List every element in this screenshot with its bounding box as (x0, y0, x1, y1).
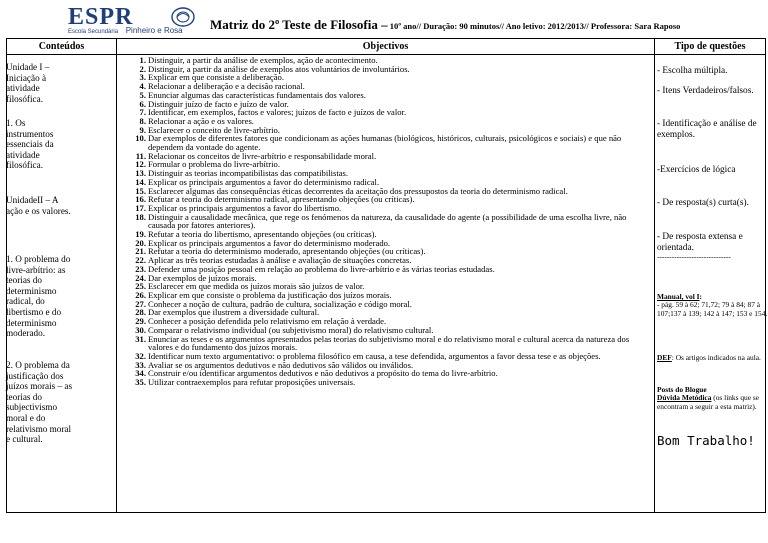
objectivo-number: 13. (135, 168, 146, 179)
tipo-item: - Itens Verdadeiros/falsos. (657, 86, 754, 96)
objectivo-text: Distinguir a causalidade mecânica, que rege os fenómenos da natureza, da causalidade do agente (a possibilidade de uma escolha livre, não causada por fatores anteriores). (148, 211, 627, 231)
conteudo-text: 1. O problema do livre-arbítrio: as teorias do determinismo radical, do libertismo e do determinismo moderado. (6, 254, 71, 339)
conteudo-text: 1. Os instrumentos essenciais da atividade filosófica. (6, 118, 54, 171)
blog-reference (657, 386, 768, 411)
document-header (60, 6, 760, 36)
objectivo-number: 17. (135, 202, 146, 213)
objectivo-number: 22. (135, 255, 146, 266)
objectivo-text: Distinguir, a partir da análise de exemplos, ação de acontecimento. (148, 55, 378, 65)
objectivo-number: 31. (135, 333, 146, 344)
title-main: Matriz do 2º Teste de Filosofia – (210, 17, 388, 32)
objectivo-number: 8. (139, 115, 146, 126)
column-divider (654, 39, 655, 512)
objectivo-text: Formular o problema do livre-arbítrio. (148, 159, 280, 170)
objectivo-number: 19. (135, 229, 146, 240)
logo-brand-text: Pinheiro e Rosa (125, 26, 183, 35)
objectivo-number: 33. (135, 359, 146, 370)
objectivo-text: Conhecer a noção de cultura, padrão de cultura, socialização e código moral. (148, 298, 412, 309)
conteudo-livre-arbitrio (6, 254, 74, 339)
objectivo-number: 23. (135, 263, 146, 274)
def-reference (657, 354, 768, 362)
objectivo-text: Distinguir as teorias incompatibilistas das compatibilistas. (148, 168, 349, 179)
objectivo-text: Dar exemplos que ilustrem a diversidade cultural. (148, 307, 320, 318)
objectivo-number: 1. (139, 55, 146, 65)
objectivo-number: 25. (135, 281, 146, 292)
objectivo-number: 10. (135, 133, 146, 144)
logo-emblem-icon (170, 6, 196, 28)
tipo-separator: ------------------------------ (657, 253, 731, 261)
conteudo-text: 2. O problema da justificação dos juízos morais – as teorias do subjectivismo moral e do relativismo moral e cultural. (6, 360, 73, 445)
objectivo-item (137, 134, 647, 151)
objectivo-text: Enunciar as teses e os argumentos apresentados pelas teorias do subjetivismo moral e do relativismo moral e cultural acerca da natureza dos valores e do fundamento dos juízos morais. (148, 333, 630, 353)
objectivo-text: Explicar os principais argumentos a favor do determinismo radical. (148, 176, 380, 187)
objectivo-number: 18. (135, 211, 146, 222)
blog-label-2: Dúvida Metódica (657, 393, 712, 403)
objectivo-text: Refutar a teoria do determinismo moderado, apresentando objeções (ou críticas). (148, 246, 426, 257)
objectivo-number: 26. (135, 289, 146, 300)
objectivo-text: Dar exemplos de juízos morais. (148, 272, 257, 283)
objectivo-number: 11. (135, 150, 146, 161)
objectivo-text: Construir e/ou identificar argumentos dedutivos e não dedutivos a propósito do tema do livre-arbítrio. (148, 368, 498, 379)
objectivo-text: Defender uma posição pessoal em relação ao problema do livre-arbítrio e às várias teorias estudadas. (148, 263, 495, 274)
objectivo-text: Identificar num texto argumentativo: o problema filosófico em causa, a tese defendida, argumentos a favor dessa tese e as objeções. (148, 350, 601, 361)
objectivo-text: Relacionar os conceitos de livre-arbítrio e responsabilidade moral. (148, 150, 377, 161)
manual-reference (657, 293, 768, 318)
objectivo-text: Refutar a teoria do libertismo, apresentando objeções (ou críticas). (148, 229, 377, 240)
objectivo-number: 2. (139, 63, 146, 74)
objectivo-text: Esclarecer algumas das consequências éticas decorrentes da aceitação dos pressupostos da teoria do determinismo radical. (148, 185, 568, 196)
objectivo-text: Relacionar a ação e os valores. (148, 115, 254, 126)
objectivo-item (137, 335, 647, 352)
objectivo-number: 34. (135, 368, 146, 379)
objectivo-item (137, 378, 647, 387)
objectivo-text: Explicar em que consiste o problema da justificação dos juízos morais. (148, 289, 392, 300)
school-logo (68, 6, 208, 34)
objectivo-text: Esclarecer em que medida os juízos morais são juízos de valor. (148, 281, 365, 292)
objectivo-number: 14. (135, 176, 146, 187)
column-header-conteudos: Conteúdos (38, 41, 85, 52)
objectivo-number: 7. (139, 107, 146, 118)
objectivo-number: 21. (135, 246, 146, 257)
tipo-item: - De resposta(s) curta(s). (657, 198, 749, 208)
objectivo-number: 27. (135, 298, 146, 309)
blog-text: (os links que se encontram a seguir a esta matriz). (657, 393, 760, 411)
objectivo-number: 35. (135, 377, 146, 388)
column-header-tipo: Tipo de questões (674, 41, 746, 52)
manual-colon: : (699, 292, 702, 301)
manual-pages: - pág. 59 à 62; 71,72; 79 à 84; 87 à 107;137 à 139; 142 à 147; 153 e 154. (657, 300, 768, 318)
objectivo-item (137, 213, 647, 230)
objectivo-text: Distinguir juízo de facto e juízo de valor. (148, 98, 289, 109)
objectivo-number: 28. (135, 307, 146, 318)
objectivo-text: Utilizar contraexemplos para refutar proposições universais. (148, 377, 356, 388)
objectivo-text: Refutar a teoria do determinismo radical, apresentando objeções (ou críticas). (148, 194, 415, 205)
objectivo-text: Explicar os principais argumentos a favor do determinismo moderado. (148, 237, 391, 248)
objectivo-number: 32. (135, 350, 146, 361)
objectivo-number: 30. (135, 324, 146, 335)
objectivo-number: 29. (135, 316, 146, 327)
tipo-item: - Identificação e análise de exemplos. (657, 119, 757, 140)
objectivo-number: 20. (135, 237, 146, 248)
objectivo-text: Conhecer a posição defendida pelo relativismo em relação à verdade. (148, 316, 387, 327)
tipo-item: - Escolha múltipla. (657, 66, 728, 76)
objectivo-text: Dar exemplos de diferentes fatores que condicionam as ações humanas (biológicos, históricos, culturais, psicológicos e sociais) e que não dependem da vontade do agente. (148, 133, 622, 153)
objectivos-list (137, 56, 647, 387)
def-text: : Os artigos indicados na aula. (671, 353, 761, 362)
objectivo-text: Esclarecer o conceito de livre-arbítrio. (148, 124, 280, 135)
blog-label-1: Posts do Blogue (657, 385, 707, 394)
tipo-item: - De resposta extensa e orientada. (657, 232, 743, 253)
objectivo-text: Distinguir, a partir da análise de exemplos atos voluntários de involuntários. (148, 63, 410, 74)
objectivo-text: Explicar em que consiste a deliberação. (148, 72, 285, 83)
objectivo-number: 12. (135, 159, 146, 170)
objectivo-text: Explicar os principais argumentos a favor do libertismo. (148, 202, 342, 213)
objectivo-number: 24. (135, 272, 146, 283)
conteudo-text: Unidade I – Iniciação à atividade filosófica. (6, 62, 50, 104)
column-header-objectivos: Objectivos (362, 41, 409, 52)
conteudo-unidade-2 (6, 195, 74, 216)
objectivo-number: 5. (139, 89, 146, 100)
logo-small-text: Escola Secundária (68, 29, 119, 35)
header-divider (7, 54, 765, 55)
conteudo-text: UnidadeII – A ação e os valores. (6, 195, 71, 216)
conteudo-unidade-1 (6, 62, 74, 104)
manual-label: Manual, vol I (657, 292, 700, 301)
objectivo-number: 3. (139, 72, 146, 83)
def-label: DEF (657, 353, 672, 362)
objectivo-text: Aplicar as três teorias estudadas à análise e avaliação de situações concretas. (148, 255, 412, 266)
objectivo-text: Avaliar se os argumentos dedutivos e não dedutivos são válidos ou inválidos. (148, 359, 414, 370)
objectivo-number: 4. (139, 81, 146, 92)
conteudo-instrumentos (6, 118, 74, 171)
objectivo-text: Identificar, em exemplos, factos e valores; juízos de facto e juízos de valor. (148, 107, 407, 118)
objectivo-number: 9. (139, 124, 146, 135)
objectivo-number: 16. (135, 194, 146, 205)
document-title (210, 16, 680, 34)
objectivo-text: Comparar o relativismo individual (ou subjetivismo moral) do relativismo cultural. (148, 324, 434, 335)
tipo-item: -Exercícios de lógica (657, 165, 736, 175)
logo-wordmark: ESPR (68, 4, 134, 30)
objectivo-text: Enunciar algumas das características fundamentais dos valores. (148, 89, 366, 100)
column-divider (116, 39, 117, 512)
title-details: 10º ano// Duração: 90 minutos// Ano letivo: 2012/2013// Professora: Sara Raposo (387, 21, 681, 31)
logo-subtitle (68, 26, 183, 35)
objectivo-number: 6. (139, 98, 146, 109)
objectivo-number: 15. (135, 185, 146, 196)
bom-trabalho-note: Bom Trabalho! (657, 433, 755, 448)
objectivo-text: Relacionar a deliberação e a decisão racional. (148, 81, 305, 92)
conteudo-juizos-morais (6, 360, 74, 445)
